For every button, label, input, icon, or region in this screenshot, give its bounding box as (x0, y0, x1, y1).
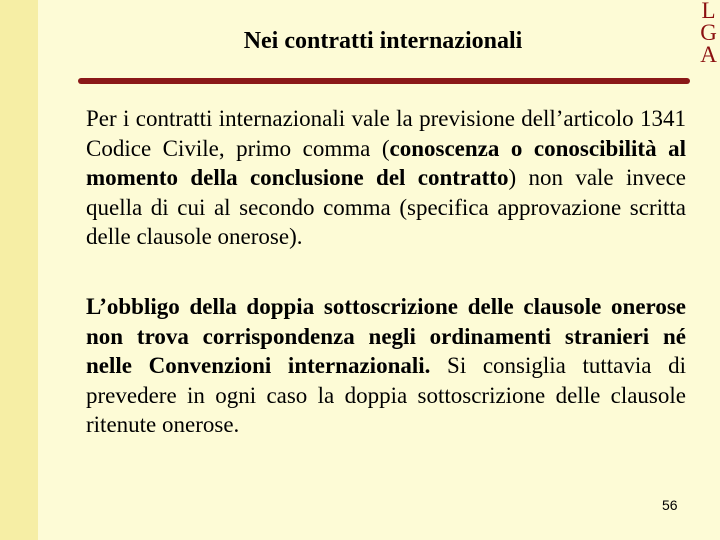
logo-letter-g: G (700, 20, 717, 45)
logo-letter-a: A (700, 42, 717, 67)
paragraph-1-intro: Per i contratti internazionali vale la previsione dell’articolo 1341 Codice Civile, primo comma ( (86, 106, 686, 161)
paragraph-1-rest: ) non vale invece quella di cui al secondo comma (specifica approvazione scritta delle clausole onerose). (86, 165, 686, 249)
title-divider (78, 78, 690, 84)
paragraph-1-emphasis: conoscenza o conoscibilità al momento della conclusione del contratto (86, 135, 686, 190)
paragraph-double-signature (86, 292, 686, 440)
left-decorative-band (0, 0, 38, 540)
page-number: 56 (662, 497, 678, 513)
paragraph-2-rest: Si consiglia tuttavia di prevedere in ogni caso la doppia sottoscrizione delle clausole ritenute onerose. (86, 353, 687, 437)
paragraph-article-1341 (86, 104, 686, 252)
paragraph-2-emphasis: L’obbligo della doppia sottoscrizione delle clausole onerose non trova corrispondenza negli ordinamenti stranieri né nelle Convenzioni internazionali. (86, 294, 686, 378)
logo-letter-l: L (701, 0, 716, 23)
slide-title: Nei contratti internazionali (243, 28, 523, 54)
